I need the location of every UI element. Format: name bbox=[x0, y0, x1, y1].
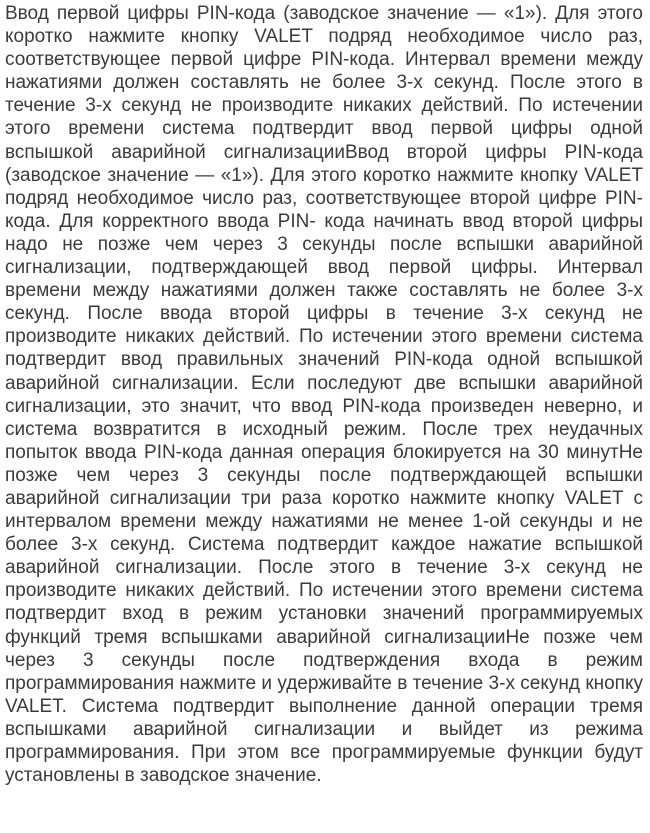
instruction-paragraph: Ввод первой цифры PIN-кода (заводское значение — «1»). Для этого коротко нажмите кнопку VALET подряд необходимое число раз, соответствующее первой цифре PIN-кода. Интервал времени между нажатиями должен составлять не более 3-х секунд. После этого в течение 3-х секунд не производите никаких действий. По истечении этого времени система подтвердит ввод первой цифры одной вспышкой аварийной сигнализацииВвод второй цифры PIN-кода (заводское значение — «1»). Для этого коротко нажмите кнопку VALET подряд необходимое число раз, соответствующее второй цифре PIN-кода. Для корректного ввода PIN- кода начинать ввод второй цифры надо не позже чем через 3 секунды после вспышки аварийной сигнализации, подтверждающей ввод первой цифры. Интервал времени между нажатиями должен также составлять не более 3-х секунд. После ввода второй цифры в течение 3-х секунд не производите никаких действий. По истечении этого времени система подтвердит ввод правильных значений PIN-кода одной вспышкой аварийной сигнализации. Если последуют две вспышки аварийной сигнализации, это значит, что ввод PIN-кода произведен неверно, и система возвратится в исходный режим. После трех неудачных попыток ввода PIN-кода данная операция блокируется на 30 минутНе позже чем через 3 секунды после подтверждающей вспышки аварийной сигнализации три раза коротко нажмите кнопку VALET с интервалом времени между нажатиями не менее 1-ой секунды и не более 3-х секунд. Система подтвердит каждое нажатие вспышкой аварийной сигнализации. После этого в течение 3-х секунд не производите никаких действий. По истечении этого времени система подтвердит вход в режим установки значений программируемых функций тремя вспышками аварийной сигнализацииНе позже чем через 3 секунды после подтверждения входа в режим программирования нажмите и удерживайте в течение 3-х секунд кнопку VALET. Система подтвердит выполнение данной операции тремя вспышками аварийной сигнализации и выйдет из режима программирования. При этом все программируемые функции будут установлены в заводское значение. bbox=[5, 3, 643, 787]
